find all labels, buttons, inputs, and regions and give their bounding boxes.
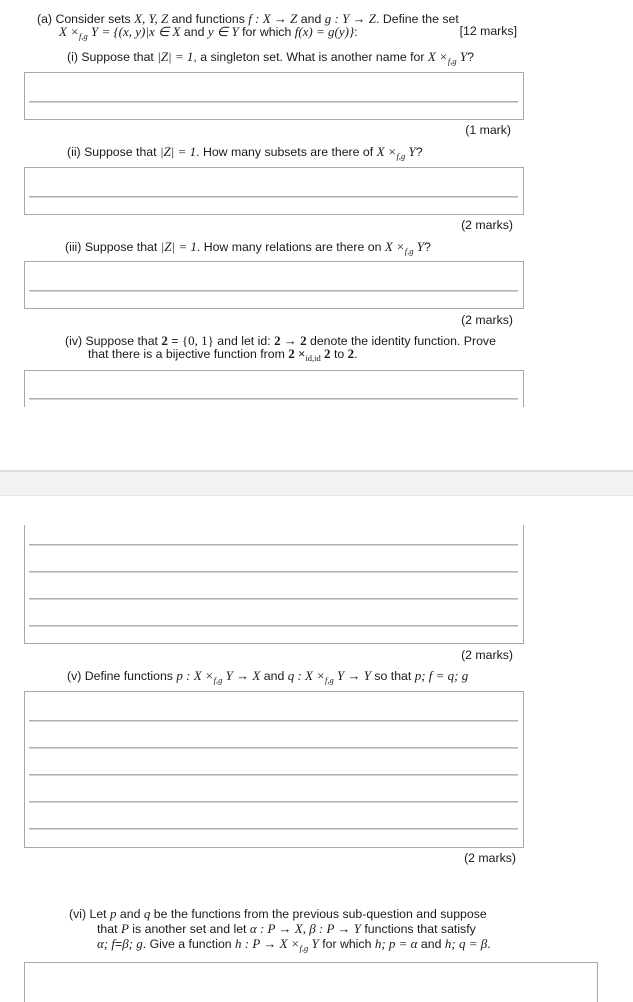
part-iii-marks: (2 marks) <box>461 313 513 327</box>
answer-box-i[interactable] <box>24 72 524 120</box>
part-iv-question-line1: (iv) Suppose that 2 = {0, 1} and let id: 2 → 2 denote the identity function. Prove <box>65 333 496 348</box>
answer-line <box>29 101 518 103</box>
part-ii-marks: (2 marks) <box>461 218 513 232</box>
answer-line <box>29 196 518 198</box>
question-a-intro-line1: (a) Consider sets X, Y, Z and functions f : X → Z and g : Y → Z. Define the set <box>37 11 459 26</box>
part-iv-label: (iv) <box>65 334 83 348</box>
answer-box-ii[interactable] <box>24 167 524 215</box>
answer-line <box>29 801 518 803</box>
part-iv-question-line2: that there is a bijective function from $2 \times_{id,id}$ 2 to 2. <box>88 346 358 363</box>
part-ii-question: (ii) Suppose that |Z| = 1. How many subsets are there of $X \times_{f,g}$ Y? <box>67 144 423 161</box>
part-i-label: (i) <box>67 50 78 64</box>
part-i-question: (i) Suppose that |Z| = 1, a singleton set. What is another name for $X \times_{f,g}$ Y? <box>67 49 474 66</box>
part-v-label: (v) <box>67 669 82 683</box>
part-v-question: (v) Define functions p : $X \times_{f,g}$ Y → X and q : $X \times_{f,g}$ Y → Y so that p; f = q; g <box>67 668 469 685</box>
answer-box-iv-bottom[interactable] <box>24 525 524 644</box>
answer-line <box>29 290 518 292</box>
answer-line <box>29 774 518 776</box>
part-vi-question-line1: (vi) Let p and q be the functions from the previous sub-question and suppose <box>69 906 487 921</box>
part-iv-marks: (2 marks) <box>461 648 513 662</box>
answer-box-vi[interactable] <box>24 962 598 1002</box>
part-iii-question: (iii) Suppose that |Z| = 1. How many relations are there on $X \times_{f,g}$ Y? <box>65 239 431 256</box>
page-separator <box>0 470 633 496</box>
part-iii-label: (iii) <box>65 240 82 254</box>
answer-line <box>29 720 518 722</box>
answer-line <box>29 398 518 400</box>
question-a-intro-line2: $X \times_{f,g}$ Y = {(x, y)|x ∈ X and y ∈ Y for which f(x) = g(y)}: <box>59 24 358 41</box>
question-a-label: (a) <box>37 12 53 26</box>
part-i-marks: (1 mark) <box>465 123 511 137</box>
total-marks: [12 marks] <box>459 24 517 38</box>
answer-line <box>29 544 518 546</box>
part-v-marks: (2 marks) <box>464 851 516 865</box>
part-vi-question-line3: α; f=β; g. Give a function h : $P \to X \times_{f,g}$ Y for which h; p = α and h; q = β. <box>97 936 491 953</box>
answer-line <box>29 625 518 627</box>
answer-box-v[interactable] <box>24 691 524 848</box>
answer-line <box>29 747 518 749</box>
part-vi-label: (vi) <box>69 907 87 921</box>
answer-box-iv-top[interactable] <box>24 370 524 407</box>
answer-line <box>29 828 518 830</box>
answer-box-iii[interactable] <box>24 261 524 309</box>
part-vi-question-line2: that P is another set and let α : P → X, β : P → Y functions that satisfy <box>97 921 476 936</box>
part-ii-label: (ii) <box>67 145 81 159</box>
answer-line <box>29 571 518 573</box>
answer-line <box>29 598 518 600</box>
